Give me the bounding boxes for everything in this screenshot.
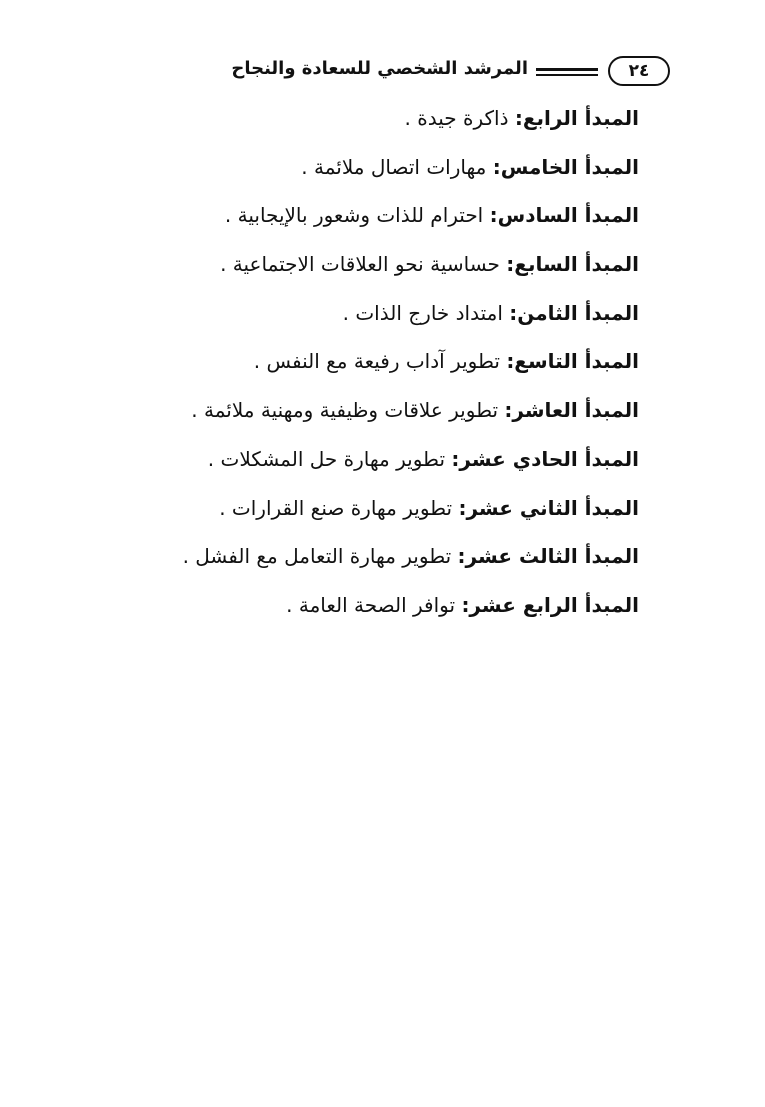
principle-item bbox=[79, 246, 639, 295]
principle-text: حساسية نحو العلاقات الاجتماعية . bbox=[220, 252, 507, 277]
principle-text: امتداد خارج الذات . bbox=[342, 300, 510, 325]
principle-item bbox=[79, 392, 639, 441]
principle-item bbox=[79, 295, 639, 344]
header-rule bbox=[536, 68, 598, 76]
principle-text: تطوير مهارة حل المشكلات . bbox=[207, 446, 452, 471]
principle-label: المبدأ السابع: bbox=[506, 252, 639, 277]
principle-text: احترام للذات وشعور بالإيجابية . bbox=[224, 203, 490, 228]
principle-label: المبدأ الثاني عشر: bbox=[458, 495, 639, 520]
principle-item bbox=[79, 587, 639, 636]
principles-list bbox=[79, 100, 639, 636]
principle-text: تطوير آداب رفيعة مع النفس . bbox=[253, 349, 507, 374]
principle-label: المبدأ السادس: bbox=[489, 203, 639, 228]
principle-label: المبدأ التاسع: bbox=[506, 349, 639, 374]
principle-label: المبدأ الثامن: bbox=[509, 300, 639, 325]
principle-item bbox=[79, 149, 639, 198]
principle-text: تطوير مهارة صنع القرارات . bbox=[219, 495, 459, 520]
principle-text: توافر الصحة العامة . bbox=[286, 592, 462, 617]
principle-label: المبدأ الثالث عشر: bbox=[457, 544, 639, 569]
principle-label: المبدأ الخامس: bbox=[492, 154, 639, 179]
principle-label: المبدأ الرابع عشر: bbox=[461, 592, 639, 617]
page-header bbox=[90, 52, 670, 96]
principle-label: المبدأ الحادي عشر: bbox=[451, 446, 639, 471]
principle-item bbox=[79, 343, 639, 392]
principle-text: ذاكرة جيدة . bbox=[404, 106, 515, 130]
principle-label: المبدأ الرابع: bbox=[514, 106, 639, 130]
principle-label: المبدأ العاشر: bbox=[504, 398, 639, 423]
page-number: ٢٤ bbox=[628, 60, 650, 81]
principle-text: تطوير مهارة التعامل مع الفشل . bbox=[182, 544, 458, 569]
principle-text: تطوير علاقات وظيفية ومهنية ملائمة . bbox=[191, 398, 505, 423]
book-title: المرشد الشخصي للسعادة والنجاح bbox=[231, 58, 528, 79]
principle-item bbox=[79, 490, 639, 539]
principle-item bbox=[79, 197, 639, 246]
principle-item bbox=[79, 441, 639, 490]
page-number-badge bbox=[608, 56, 670, 86]
principle-text: مهارات اتصال ملائمة . bbox=[301, 154, 493, 179]
principle-item bbox=[79, 538, 639, 587]
principle-item bbox=[79, 100, 639, 149]
